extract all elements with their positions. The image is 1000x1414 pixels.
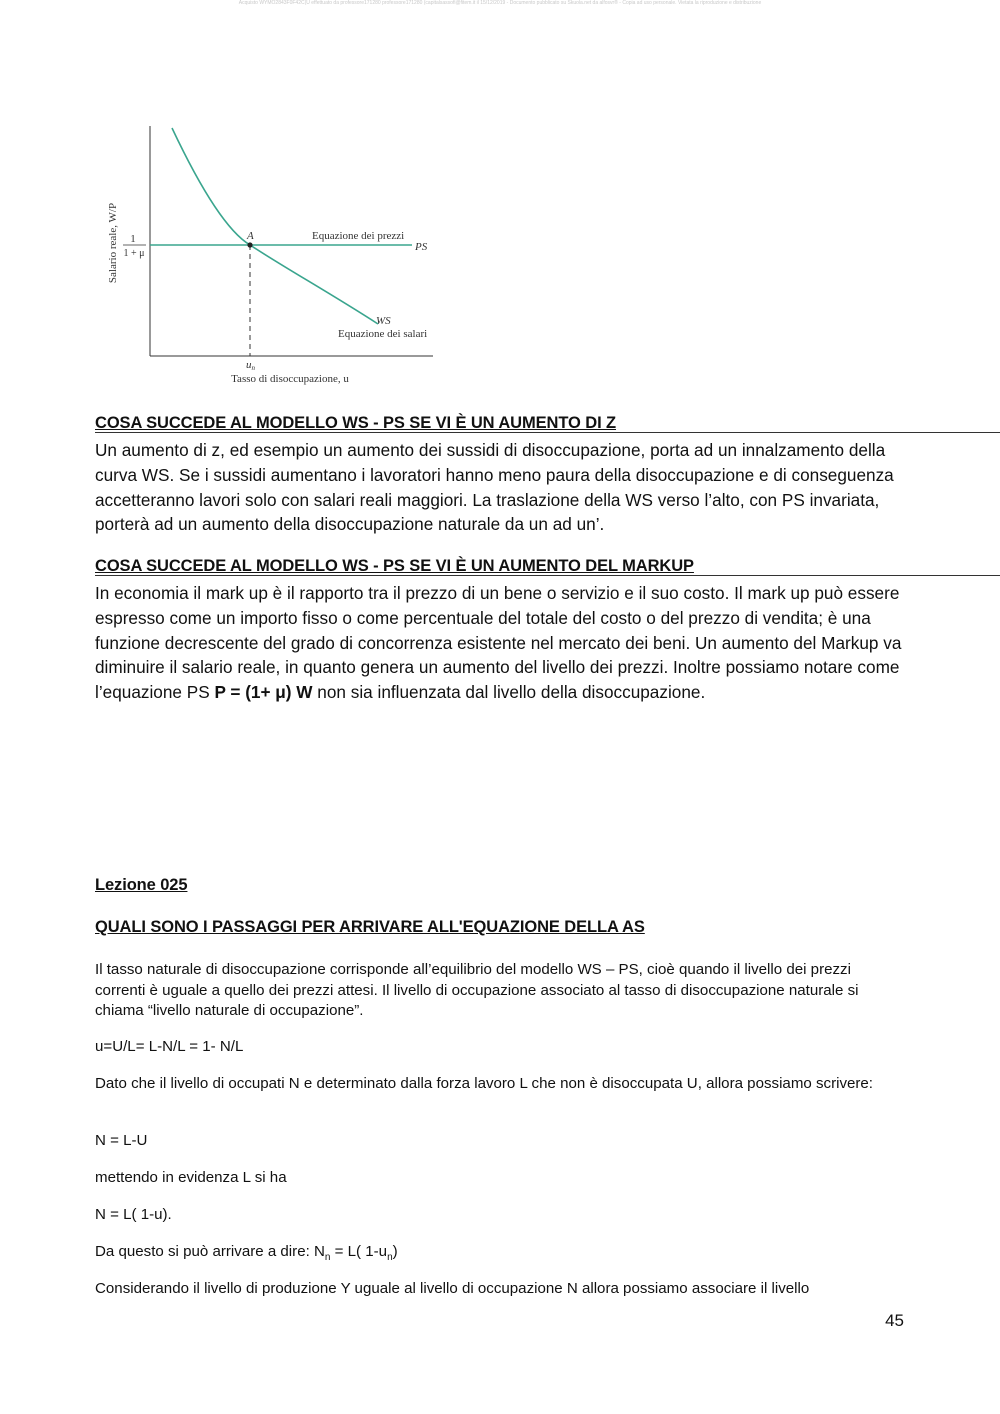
section-title-aumento-z: COSA SUCCEDE AL MODELLO WS - PS SE VI È UN AUMENTO DI Z (95, 414, 617, 432)
ws-curve (172, 128, 378, 324)
section-rule (95, 432, 1000, 433)
paragraph-produzione: Considerando il livello di produzione Y uguale al livello di occupazione N allora possiamo associare il livello (95, 1280, 810, 1297)
section-text-aumento-markup: In economia il mark up è il rapporto tra il prezzo di un bene o servizio e il suo costo. Il mark up può essere espresso come un importo fisso o come percentuale del totale del costo o del prezzo di vendita; è una funzione decrescente del grado di concorrenza esistente nel mercato dei beni. Un aumento del Markup va diminuire il salario reale, in quanto genera un aumento del livello dei prezzi. Inoltre possiamo notare come l’equazione PS P = (1+ μ) W non sia influenzata dal livello della disoccupazione. (95, 583, 902, 703)
paragraph-evidenza: mettendo in evidenza L si ha (95, 1169, 287, 1186)
paragraph-tasso-naturale: Il tasso naturale di disoccupazione corrisponde all’equilibrio del modello WS – PS, cioè quando il livello dei prezzi correnti è uguale a quello dei prezzi attesi. Il livello di occupazione associato al tasso di disoccupazione naturale si chiama “livello naturale di occupazione”. (95, 961, 859, 1019)
ps-equation-label: Equazione dei prezzi (312, 230, 405, 242)
ytick-denominator: 1 + μ (123, 248, 145, 259)
page-number: 45 (885, 1311, 904, 1330)
y-axis-label: Salario reale, W/P (107, 202, 119, 284)
lesson-title: Lezione 025 (95, 876, 188, 894)
equation-n-l: N = L( 1-u). (95, 1206, 172, 1223)
ws-name: WS (376, 315, 391, 327)
equation-n: N = L-U (95, 1132, 148, 1149)
watermark: Acquisto WYMO2843F0F42C(U effettuato da professore171280 professore171280 (capitalsassofi@fitem.it il 15/12/2019 - Documento pubblicato su Skuola.net da alfosvr® - Copia ad uso personale. Vietata la riproduzione e distribuzione (238, 0, 762, 6)
ytick-numerator: 1 (130, 233, 136, 245)
point-a-label: A (247, 230, 254, 242)
ps-name: PS (415, 241, 428, 253)
xtick-un: un (246, 359, 255, 372)
equation-nn: Da questo si può arrivare a dire: $N_n = L$( $1-u_n$) (95, 1243, 398, 1264)
paragraph-occupati: Dato che il livello di occupati N e determinato dalla forza lavoro L che non è disoccupata U, allora possiamo scrivere: (95, 1075, 874, 1092)
x-axis-label: Tasso di disoccupazione, u (231, 373, 349, 385)
equation-u: u=U/L= L-N/L = 1- N/L (95, 1038, 244, 1055)
section-rule (95, 575, 1000, 576)
point-a (247, 242, 252, 247)
section-title-aumento-markup: COSA SUCCEDE AL MODELLO WS - PS SE VI È UN AUMENTO DEL MARKUP (95, 557, 694, 575)
section-text-aumento-z: Un aumento di z, ed esempio un aumento dei sussidi di disoccupazione, porta ad un innalzamento della curva WS. Se i sussidi aumentano i lavoratori hanno meno paura della disoccupazione e di conseguenza accetteranno lavori solo con salari reali maggiori. La traslazione della WS verso l’alto, con PS invariata, porterà ad un aumento della disoccupazione naturale da un ad un’. (95, 440, 894, 535)
ws-equation-label: Equazione dei salari (338, 328, 428, 340)
section-title-as: QUALI SONO I PASSAGGI PER ARRIVARE ALL'EQUAZIONE DELLA AS (95, 918, 645, 936)
ws-ps-diagram (100, 118, 445, 393)
ps-formula: P = (1+ μ) W (214, 682, 313, 703)
